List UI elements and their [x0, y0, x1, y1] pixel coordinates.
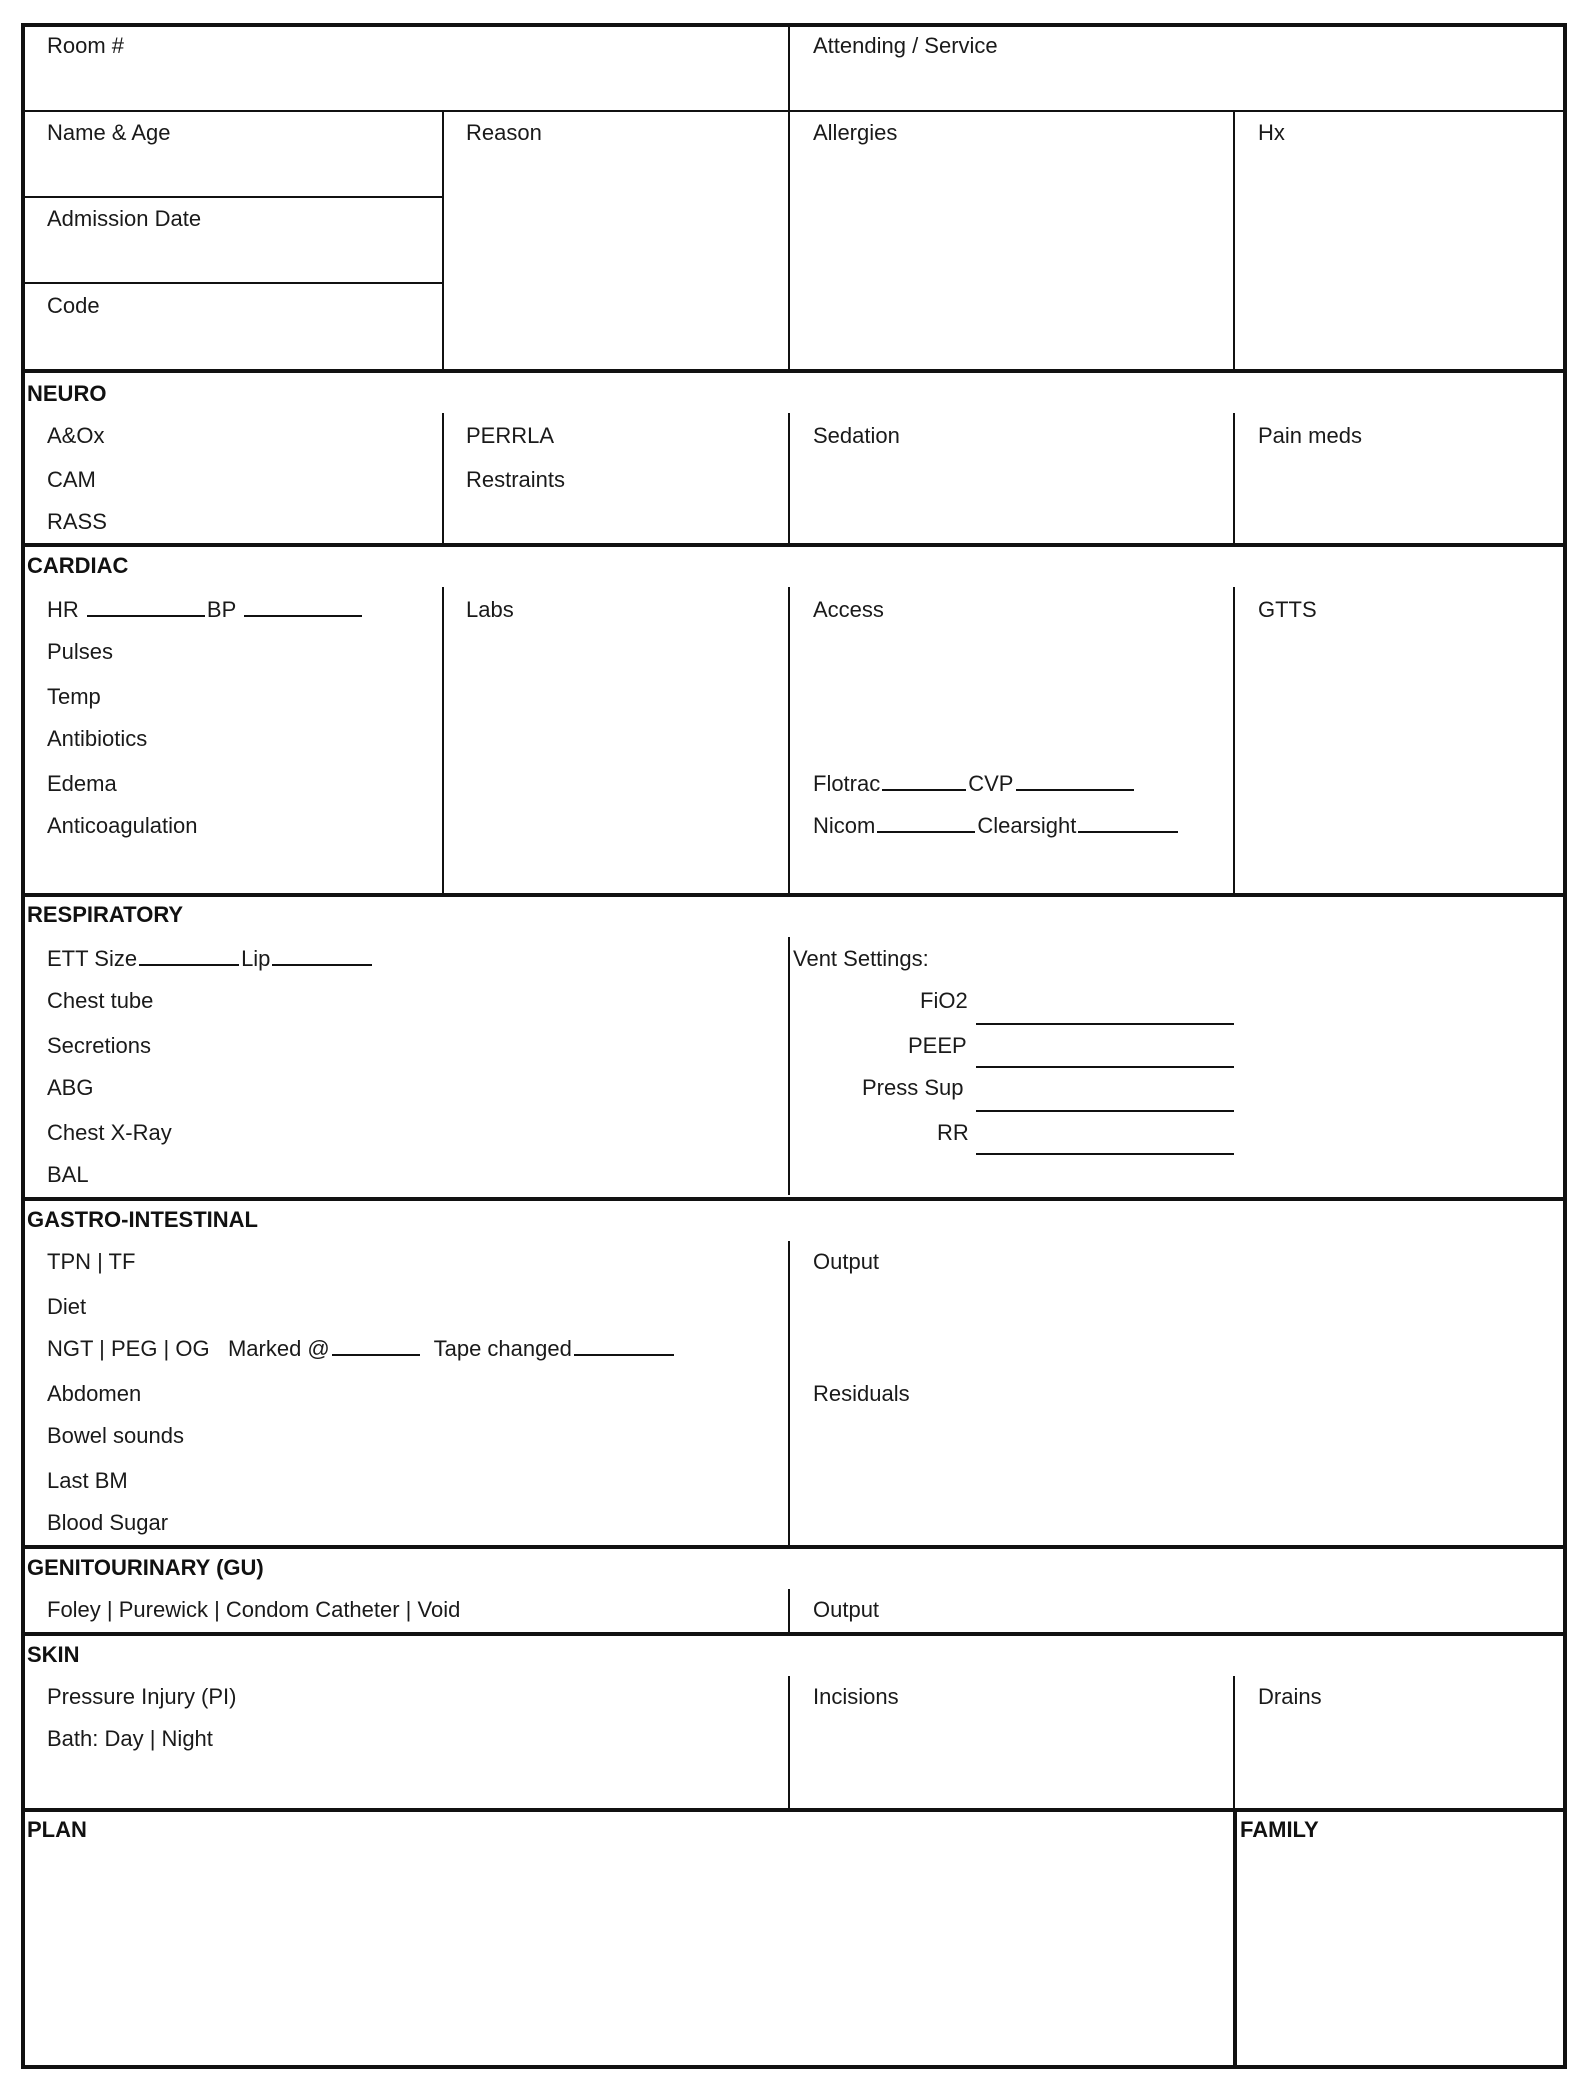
skin-title: SKIN: [27, 1642, 80, 1667]
residuals-label: Residuals: [813, 1381, 910, 1406]
gi-title: GASTRO-INTESTINAL: [27, 1207, 258, 1232]
flotrac-blank[interactable]: [882, 771, 966, 791]
cardiac-item: Edema: [47, 771, 117, 796]
divider-plan: [21, 1808, 1567, 1812]
bp-blank[interactable]: [244, 597, 362, 617]
vent-peep-label: PEEP: [908, 1033, 967, 1058]
cardiac-item: Anticoagulation: [47, 813, 198, 838]
drains-label: Drains: [1258, 1684, 1322, 1709]
lip-label: Lip: [241, 946, 271, 971]
family-title: FAMILY: [1240, 1817, 1319, 1842]
vline-respiratory: [788, 937, 790, 1195]
divider-admission-code: [21, 282, 444, 284]
marked-label: Marked @: [227, 1336, 330, 1361]
sedation-label: Sedation: [813, 423, 900, 448]
flotrac-cvp-line: [813, 771, 1136, 797]
vent-rr-label: RR: [937, 1120, 969, 1145]
reason-label: Reason: [466, 120, 542, 145]
respiratory-item: Chest X-Ray: [47, 1120, 172, 1145]
pain-meds-label: Pain meds: [1258, 423, 1362, 448]
gi-item: Abdomen: [47, 1381, 142, 1406]
gi-item: Bowel sounds: [47, 1423, 184, 1448]
attending-label: Attending / Service: [813, 33, 998, 58]
gu-output-label: Output: [813, 1597, 880, 1622]
vline-neuro-3: [1233, 413, 1235, 545]
cardiac-item: Temp: [47, 684, 101, 709]
gi-output-label: Output: [813, 1249, 880, 1274]
hx-label: Hx: [1258, 120, 1285, 145]
respiratory-item: ABG: [47, 1075, 94, 1100]
vent-fio2-label: FiO2: [920, 988, 968, 1013]
access-label: Access: [813, 597, 884, 622]
gu-title: GENITOURINARY (GU): [27, 1555, 264, 1580]
vline-skin-2: [1233, 1676, 1235, 1810]
lip-blank[interactable]: [272, 946, 372, 966]
flotrac-label: Flotrac: [813, 771, 881, 796]
vent-press-sup-blank[interactable]: [976, 1110, 1234, 1112]
vline-gu: [788, 1589, 790, 1634]
cardiac-title: CARDIAC: [27, 553, 129, 578]
hr-bp-line: [47, 597, 364, 623]
respiratory-title: RESPIRATORY: [27, 902, 184, 927]
neuro-title: NEURO: [27, 381, 107, 406]
nicom-blank[interactable]: [877, 813, 975, 833]
vline-plan-family: [1233, 1808, 1237, 2069]
admission-date-label: Admission Date: [47, 206, 202, 231]
vline-header-mid: [788, 23, 790, 371]
marked-blank[interactable]: [332, 1336, 420, 1356]
vline-skin-1: [788, 1676, 790, 1810]
respiratory-item: Secretions: [47, 1033, 151, 1058]
clearsight-blank[interactable]: [1078, 813, 1178, 833]
respiratory-item: BAL: [47, 1162, 89, 1187]
nicom-label: Nicom: [813, 813, 876, 838]
cvp-blank[interactable]: [1016, 771, 1134, 791]
vline-cardiac-1: [442, 587, 444, 895]
code-label: Code: [47, 293, 100, 318]
vent-settings-label: Vent Settings:: [793, 946, 929, 971]
vent-peep-blank[interactable]: [976, 1066, 1234, 1068]
vent-press-sup-label: Press Sup: [862, 1075, 964, 1100]
divider-skin: [21, 1632, 1567, 1636]
vline-cardiac-3: [1233, 587, 1235, 895]
pressure-injury-label: Pressure Injury (PI): [47, 1684, 237, 1709]
divider-respiratory: [21, 893, 1567, 897]
diet-label: Diet: [47, 1294, 87, 1319]
gu-options: Foley | Purewick | Condom Catheter | Void: [47, 1597, 461, 1622]
tube-line: [47, 1336, 676, 1362]
ett-lip-line: [47, 946, 374, 972]
labs-label: Labs: [466, 597, 514, 622]
cardiac-item: Pulses: [47, 639, 114, 664]
neuro-item: CAM: [47, 467, 96, 492]
bath-label: Bath: Day | Night: [47, 1726, 213, 1751]
name-age-label: Name & Age: [47, 120, 171, 145]
gtts-label: GTTS: [1258, 597, 1317, 622]
allergies-label: Allergies: [813, 120, 898, 145]
vent-fio2-blank[interactable]: [976, 1023, 1234, 1025]
vline-gi: [788, 1241, 790, 1547]
plan-title: PLAN: [27, 1817, 87, 1842]
neuro-item: A&Ox: [47, 423, 105, 448]
divider-gi: [21, 1197, 1567, 1201]
cardiac-item: Antibiotics: [47, 726, 148, 751]
neuro-item: Restraints: [466, 467, 566, 492]
nicom-clearsight-line: [813, 813, 1180, 839]
vent-rr-blank[interactable]: [976, 1153, 1234, 1155]
vline-cardiac-2: [788, 587, 790, 895]
vline-header-right: [1233, 110, 1235, 371]
bp-label: BP: [206, 597, 236, 622]
divider-name-admission: [21, 196, 444, 198]
cvp-label: CVP: [968, 771, 1014, 796]
divider-gu: [21, 1545, 1567, 1549]
tube-options: NGT | PEG | OG: [47, 1336, 210, 1361]
room-label: Room #: [47, 33, 125, 58]
gi-item: Blood Sugar: [47, 1510, 169, 1535]
divider-cardiac: [21, 543, 1567, 547]
hr-blank[interactable]: [87, 597, 205, 617]
tpn-tf-label: TPN | TF: [47, 1249, 136, 1274]
vline-neuro-1: [442, 413, 444, 545]
gi-item: Last BM: [47, 1468, 128, 1493]
hr-label: HR: [47, 597, 79, 622]
divider-header: [21, 110, 1567, 112]
neuro-item: PERRLA: [466, 423, 555, 448]
divider-neuro: [21, 369, 1567, 373]
vline-header-left: [442, 110, 444, 371]
vline-neuro-2: [788, 413, 790, 545]
clearsight-label: Clearsight: [977, 813, 1077, 838]
tape-changed-label: Tape changed: [433, 1336, 572, 1361]
respiratory-item: Chest tube: [47, 988, 154, 1013]
icu-report-sheet: [21, 23, 1567, 2069]
tape-changed-blank[interactable]: [574, 1336, 674, 1356]
ett-size-label: ETT Size: [47, 946, 138, 971]
ett-size-blank[interactable]: [139, 946, 239, 966]
incisions-label: Incisions: [813, 1684, 899, 1709]
neuro-item: RASS: [47, 509, 107, 534]
